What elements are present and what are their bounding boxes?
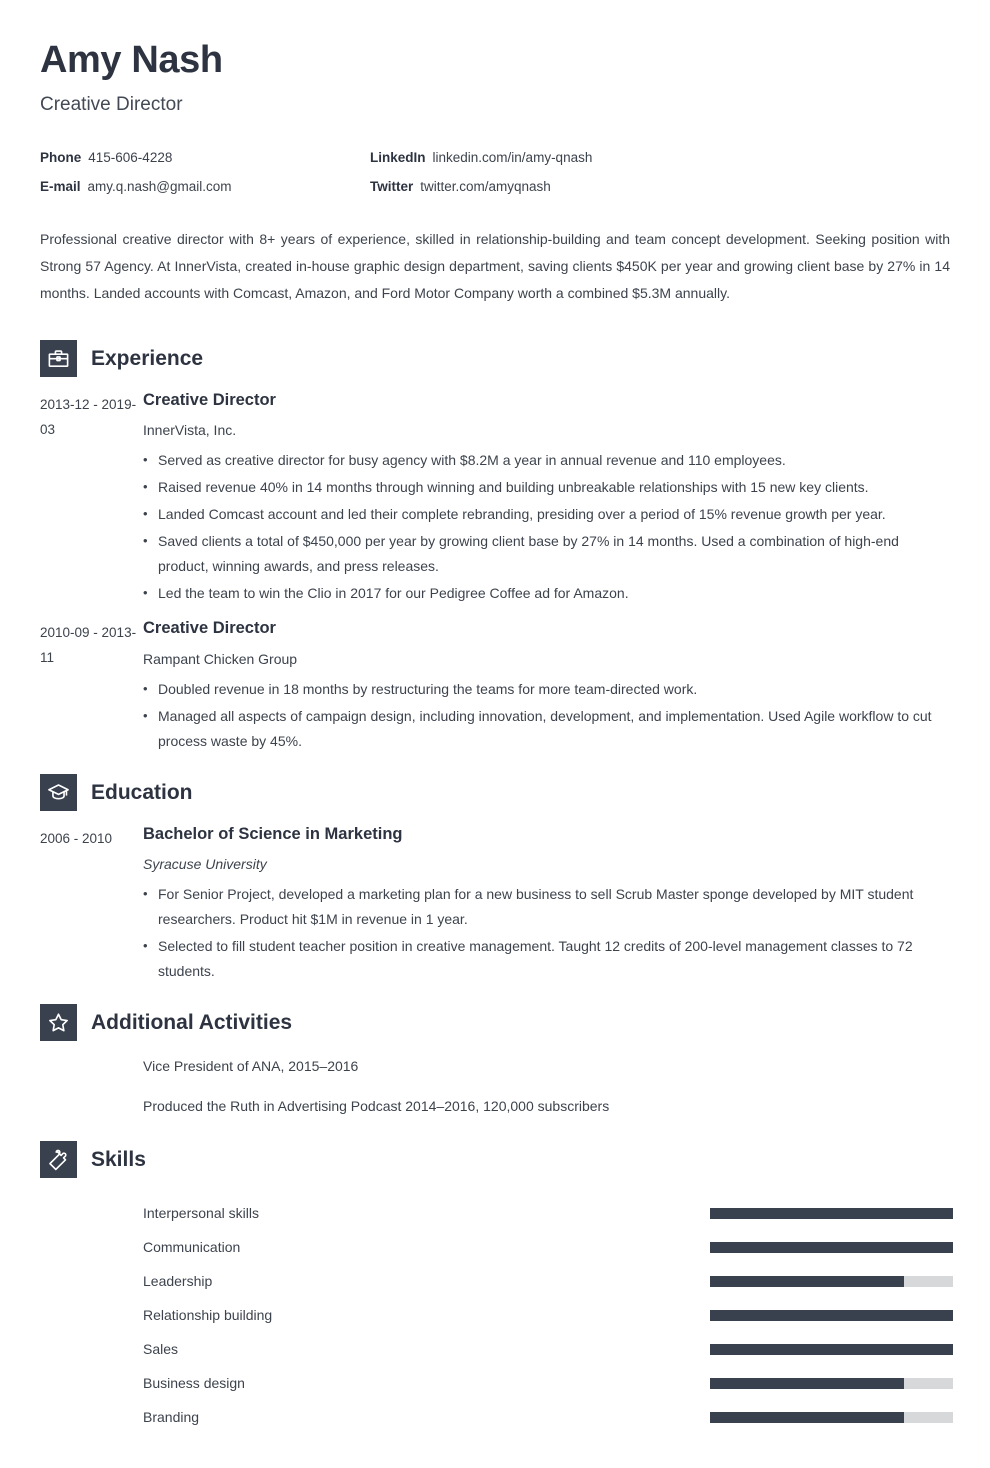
experience-entry (40, 391, 950, 608)
skill-row (143, 1230, 950, 1264)
skill-name: Leadership (143, 1272, 213, 1289)
bullet-item: • Landed Comcast account and led their complete rebranding, presiding over a period of 15% revenue growth per year. (143, 502, 950, 527)
contact-label-email: E-mail (40, 179, 81, 195)
bullet-item: • Saved clients a total of $450,000 per year by growing client base by 27% in 14 months. Used a combination of high-end product, winning awards, and press releases. (143, 529, 950, 579)
section-education (40, 768, 950, 986)
entry-organization: Rampant Chicken Group (143, 651, 298, 668)
briefcase-icon (40, 340, 77, 377)
contact-label-phone: Phone (40, 149, 82, 165)
skill-row (143, 1196, 950, 1230)
entry-organization: InnerVista, Inc. (143, 422, 237, 439)
activity-item: Vice President of ANA, 2015–2016 (143, 1057, 359, 1074)
contact-item-email (40, 178, 370, 196)
skill-row (143, 1366, 950, 1400)
skill-level-fill (710, 1412, 904, 1423)
skill-level-fill (710, 1242, 953, 1253)
skill-row (143, 1298, 950, 1332)
experience-entry (40, 619, 950, 755)
skill-name: Branding (143, 1408, 200, 1425)
skill-name: Interpersonal skills (143, 1204, 259, 1221)
skill-level-fill (710, 1276, 904, 1287)
education-entry (40, 825, 950, 986)
section-header-activities (40, 998, 950, 1041)
professional-summary: Professional creative director with 8+ years of experience, skilled in relationship-building and team concept development. Seeking position with Strong 57 Agency. At InnerVista, created in-house graphic design department, saving clients $450K per year and growing client base by 27% in 14 months. Landed accounts with Comcast, Amazon, and Ford Motor Company worth a combined $5.3M annually. (40, 230, 950, 302)
skill-level-fill (710, 1208, 953, 1219)
skills-list (40, 1192, 950, 1434)
skill-level-bar (710, 1344, 953, 1355)
section-experience (40, 334, 950, 756)
skill-level-bar (710, 1412, 953, 1423)
skill-name: Business design (143, 1374, 245, 1391)
contact-value-phone: 415-606-4228 (88, 149, 173, 165)
skill-level-bar (710, 1310, 953, 1321)
graduation-cap-icon (40, 774, 77, 811)
bullet-item: • Raised revenue 40% in 14 months through winning and building unbreakable relationships with 15 new key clients. (143, 475, 950, 500)
bullet-item: • For Senior Project, developed a marketing plan for a new business to sell Scrub Master sponge developed by MIT student researchers. Product hit $1M in revenue in 1 year. (143, 882, 950, 932)
entry-title: Bachelor of Science in Marketing (143, 824, 403, 843)
contact-value-twitter[interactable]: twitter.com/amyqnash (420, 179, 551, 195)
contact-value-linkedin[interactable]: linkedin.com/in/amy-qnash (432, 149, 593, 165)
bullet-item: • Selected to fill student teacher position in creative management. Taught 12 credits of 200-level management classes to 72 students. (143, 934, 950, 984)
skill-level-bar (710, 1276, 953, 1287)
skill-level-fill (710, 1378, 904, 1389)
section-skills (40, 1135, 950, 1434)
entry-date: 2010-09 - 2013-11 (40, 625, 137, 666)
entry-bullet-list (143, 882, 950, 984)
bullet-item: • Managed all aspects of campaign design, including innovation, development, and implementation. Used Agile workflow to cut process waste by 45%. (143, 704, 950, 754)
skill-row (143, 1400, 950, 1434)
skill-row (143, 1264, 950, 1298)
puzzle-piece-icon (40, 1141, 77, 1178)
entry-body (143, 619, 950, 755)
section-header-education (40, 768, 950, 811)
bullet-item: • Led the team to win the Clio in 2017 for our Pedigree Coffee ad for Amazon. (143, 581, 950, 606)
entry-title: Creative Director (143, 619, 276, 638)
contact-item-twitter (370, 178, 950, 196)
entry-body (143, 825, 950, 986)
skill-level-fill (710, 1344, 953, 1355)
skill-level-bar (710, 1242, 953, 1253)
skill-name: Relationship building (143, 1306, 273, 1323)
contact-label-linkedin: LinkedIn (370, 149, 426, 165)
contact-grid (40, 149, 950, 196)
page-title: Amy Nash (40, 39, 223, 81)
skill-row (143, 1332, 950, 1366)
contact-label-twitter: Twitter (370, 179, 414, 195)
entry-date: 2006 - 2010 (40, 830, 113, 846)
activities-list (40, 1055, 950, 1118)
job-title: Creative Director (40, 93, 183, 115)
bullet-item: • Doubled revenue in 18 months by restructuring the teams for more team-directed work. (143, 677, 950, 702)
contact-value-email[interactable]: amy.q.nash@gmail.com (87, 179, 232, 195)
section-header-skills (40, 1135, 950, 1178)
bullet-item: • Served as creative director for busy agency with $8.2M a year in annual revenue and 110 employees. (143, 448, 950, 473)
skill-level-fill (710, 1310, 953, 1321)
section-header-experience (40, 334, 950, 377)
section-title-education: Education (91, 780, 193, 804)
section-title-activities: Additional Activities (91, 1010, 293, 1034)
entry-bullet-list (143, 677, 950, 754)
contact-item-phone (40, 149, 370, 167)
contact-item-linkedin (370, 149, 950, 167)
entry-body (143, 391, 950, 608)
skill-name: Communication (143, 1238, 241, 1255)
activity-item: Produced the Ruth in Advertising Podcast 2014–2016, 120,000 subscribers (143, 1097, 610, 1114)
entry-organization: Syracuse University (143, 856, 267, 873)
entry-bullet-list (143, 448, 950, 605)
section-title-experience: Experience (91, 346, 204, 370)
skill-level-bar (710, 1378, 953, 1389)
star-icon (40, 1004, 77, 1041)
section-title-skills: Skills (91, 1148, 146, 1172)
section-additional-activities (40, 998, 950, 1118)
skill-name: Sales (143, 1340, 179, 1357)
entry-title: Creative Director (143, 390, 276, 409)
entry-date: 2013-12 - 2019-03 (40, 396, 137, 437)
skill-level-bar (710, 1208, 953, 1219)
